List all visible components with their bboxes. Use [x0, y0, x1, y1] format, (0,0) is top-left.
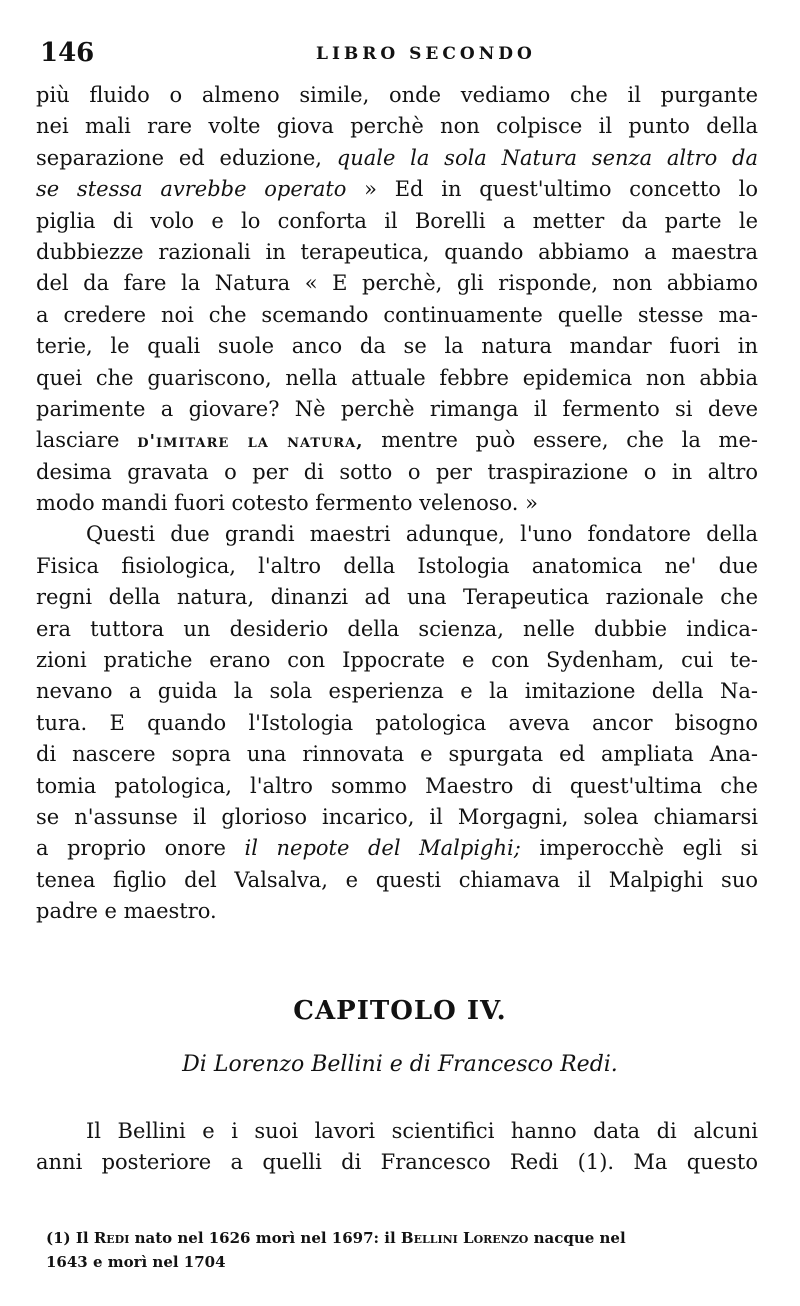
text-line: di nascere sopra una rinnovata e spurgata ed ampliata Ana-: [36, 742, 758, 767]
chapter-subtitle: Di Lorenzo Bellini e di Francesco Redi.: [182, 1052, 618, 1077]
small-caps-phrase: d'imitare la natura,: [137, 431, 364, 453]
paragraph-continued: [36, 80, 758, 519]
text-line: tenea figlio del Valsalva, e questi chiamava il Malpighi suo: [36, 867, 758, 892]
text-line: tomia patologica, l'altro sommo Maestro di quest'ultima che: [36, 773, 758, 798]
footnote-line: [46, 1226, 770, 1250]
text-span: nato nel 1626 morì nel 1697: il: [134, 1229, 396, 1247]
page-header: [30, 38, 770, 74]
text-line: era tuttora un desiderio della scienza, nelle dubbie indica-: [36, 616, 758, 641]
italic-quote: se stessa avrebbe operato: [36, 177, 347, 202]
chapter-title: CAPITOLO IV.: [293, 996, 507, 1026]
text-span: lasciare: [36, 428, 120, 453]
text-line: Fisica fisiologica, l'altro della Istologia anatomica ne' due: [36, 553, 758, 578]
main-text: [36, 80, 758, 928]
text-line: terie, le quali suole anco da se la natura mandar fuori in: [36, 334, 758, 359]
text-line: nevano a guida la sola esperienza e la imitazione della Na-: [36, 679, 758, 704]
text-span: » Ed in quest'ultimo concetto lo: [364, 177, 758, 202]
text-line: padre e maestro.: [36, 899, 217, 924]
paragraph: [36, 519, 758, 927]
text-span: a proprio onore: [36, 836, 226, 861]
text-line: Questi due grandi maestri adunque, l'uno fondatore della: [86, 522, 758, 547]
text-span: separazione ed eduzione,: [36, 145, 322, 170]
text-line: tura. E quando l'Istologia patologica aveva ancor bisogno: [36, 710, 758, 735]
text-line: [36, 833, 758, 864]
text-span: mentre può essere, che la me-: [381, 428, 758, 453]
text-line: Il Bellini e i suoi lavori scientifici hanno data di alcuni: [86, 1119, 758, 1143]
text-line: piglia di volo e lo conforta il Borelli a metter da parte le: [36, 208, 758, 233]
text-line: se n'assunse il glorioso incarico, il Morgagni, solea chiamarsi: [36, 804, 758, 829]
text-line: del da fare la Natura « E perchè, gli risponde, non abbiamo: [36, 271, 758, 296]
text-span: nacque nel: [533, 1229, 626, 1247]
small-caps-name: Redi: [93, 1229, 130, 1247]
text-line: regni della natura, dinanzi ad una Terapeutica razionale che: [36, 585, 758, 610]
text-line: desima gravata o per di sotto o per traspirazione o in altro: [36, 459, 758, 484]
italic-quote: quale la sola Natura senza altro da: [336, 145, 758, 170]
footnote-line: 1643 e morì nel 1704: [46, 1253, 226, 1271]
text-line: dubbiezze razionali in terapeutica, quando abbiamo a maestra: [36, 239, 758, 264]
text-line: a credere noi che scemando continuamente quelle stesse ma-: [36, 302, 758, 327]
running-head: LIBRO SECONDO: [316, 44, 536, 64]
text-line: anni posteriore a quelli di Francesco Redi (1). Ma questo: [36, 1150, 758, 1175]
text-line: modo mandi fuori cotesto fermento velenoso. »: [36, 491, 539, 516]
small-caps-name: Bellini Lorenzo: [400, 1229, 529, 1247]
text-line: nei mali rare volte giova perchè non colpisce il punto della: [36, 114, 758, 139]
text-line: [36, 425, 758, 456]
text-span: (1) Il: [46, 1229, 89, 1247]
page-number: 146: [40, 38, 95, 68]
text-line: parimente a giovare? Nè perchè rimanga il fermento si deve: [36, 396, 758, 421]
text-span: imperocchè egli si: [539, 836, 758, 861]
footnote: [46, 1226, 770, 1274]
italic-quote: il nepote del Malpighi;: [244, 836, 521, 861]
text-line: più fluido o almeno simile, onde vediamo che il purgante: [36, 83, 758, 107]
chapter-text: [36, 1116, 758, 1179]
text-line: [36, 143, 758, 174]
text-line: quei che guariscono, nella attuale febbre epidemica non abbia: [36, 365, 758, 390]
text-line: zioni pratiche erano con Ippocrate e con Sydenham, cui te-: [36, 648, 758, 673]
text-line: [36, 174, 758, 205]
